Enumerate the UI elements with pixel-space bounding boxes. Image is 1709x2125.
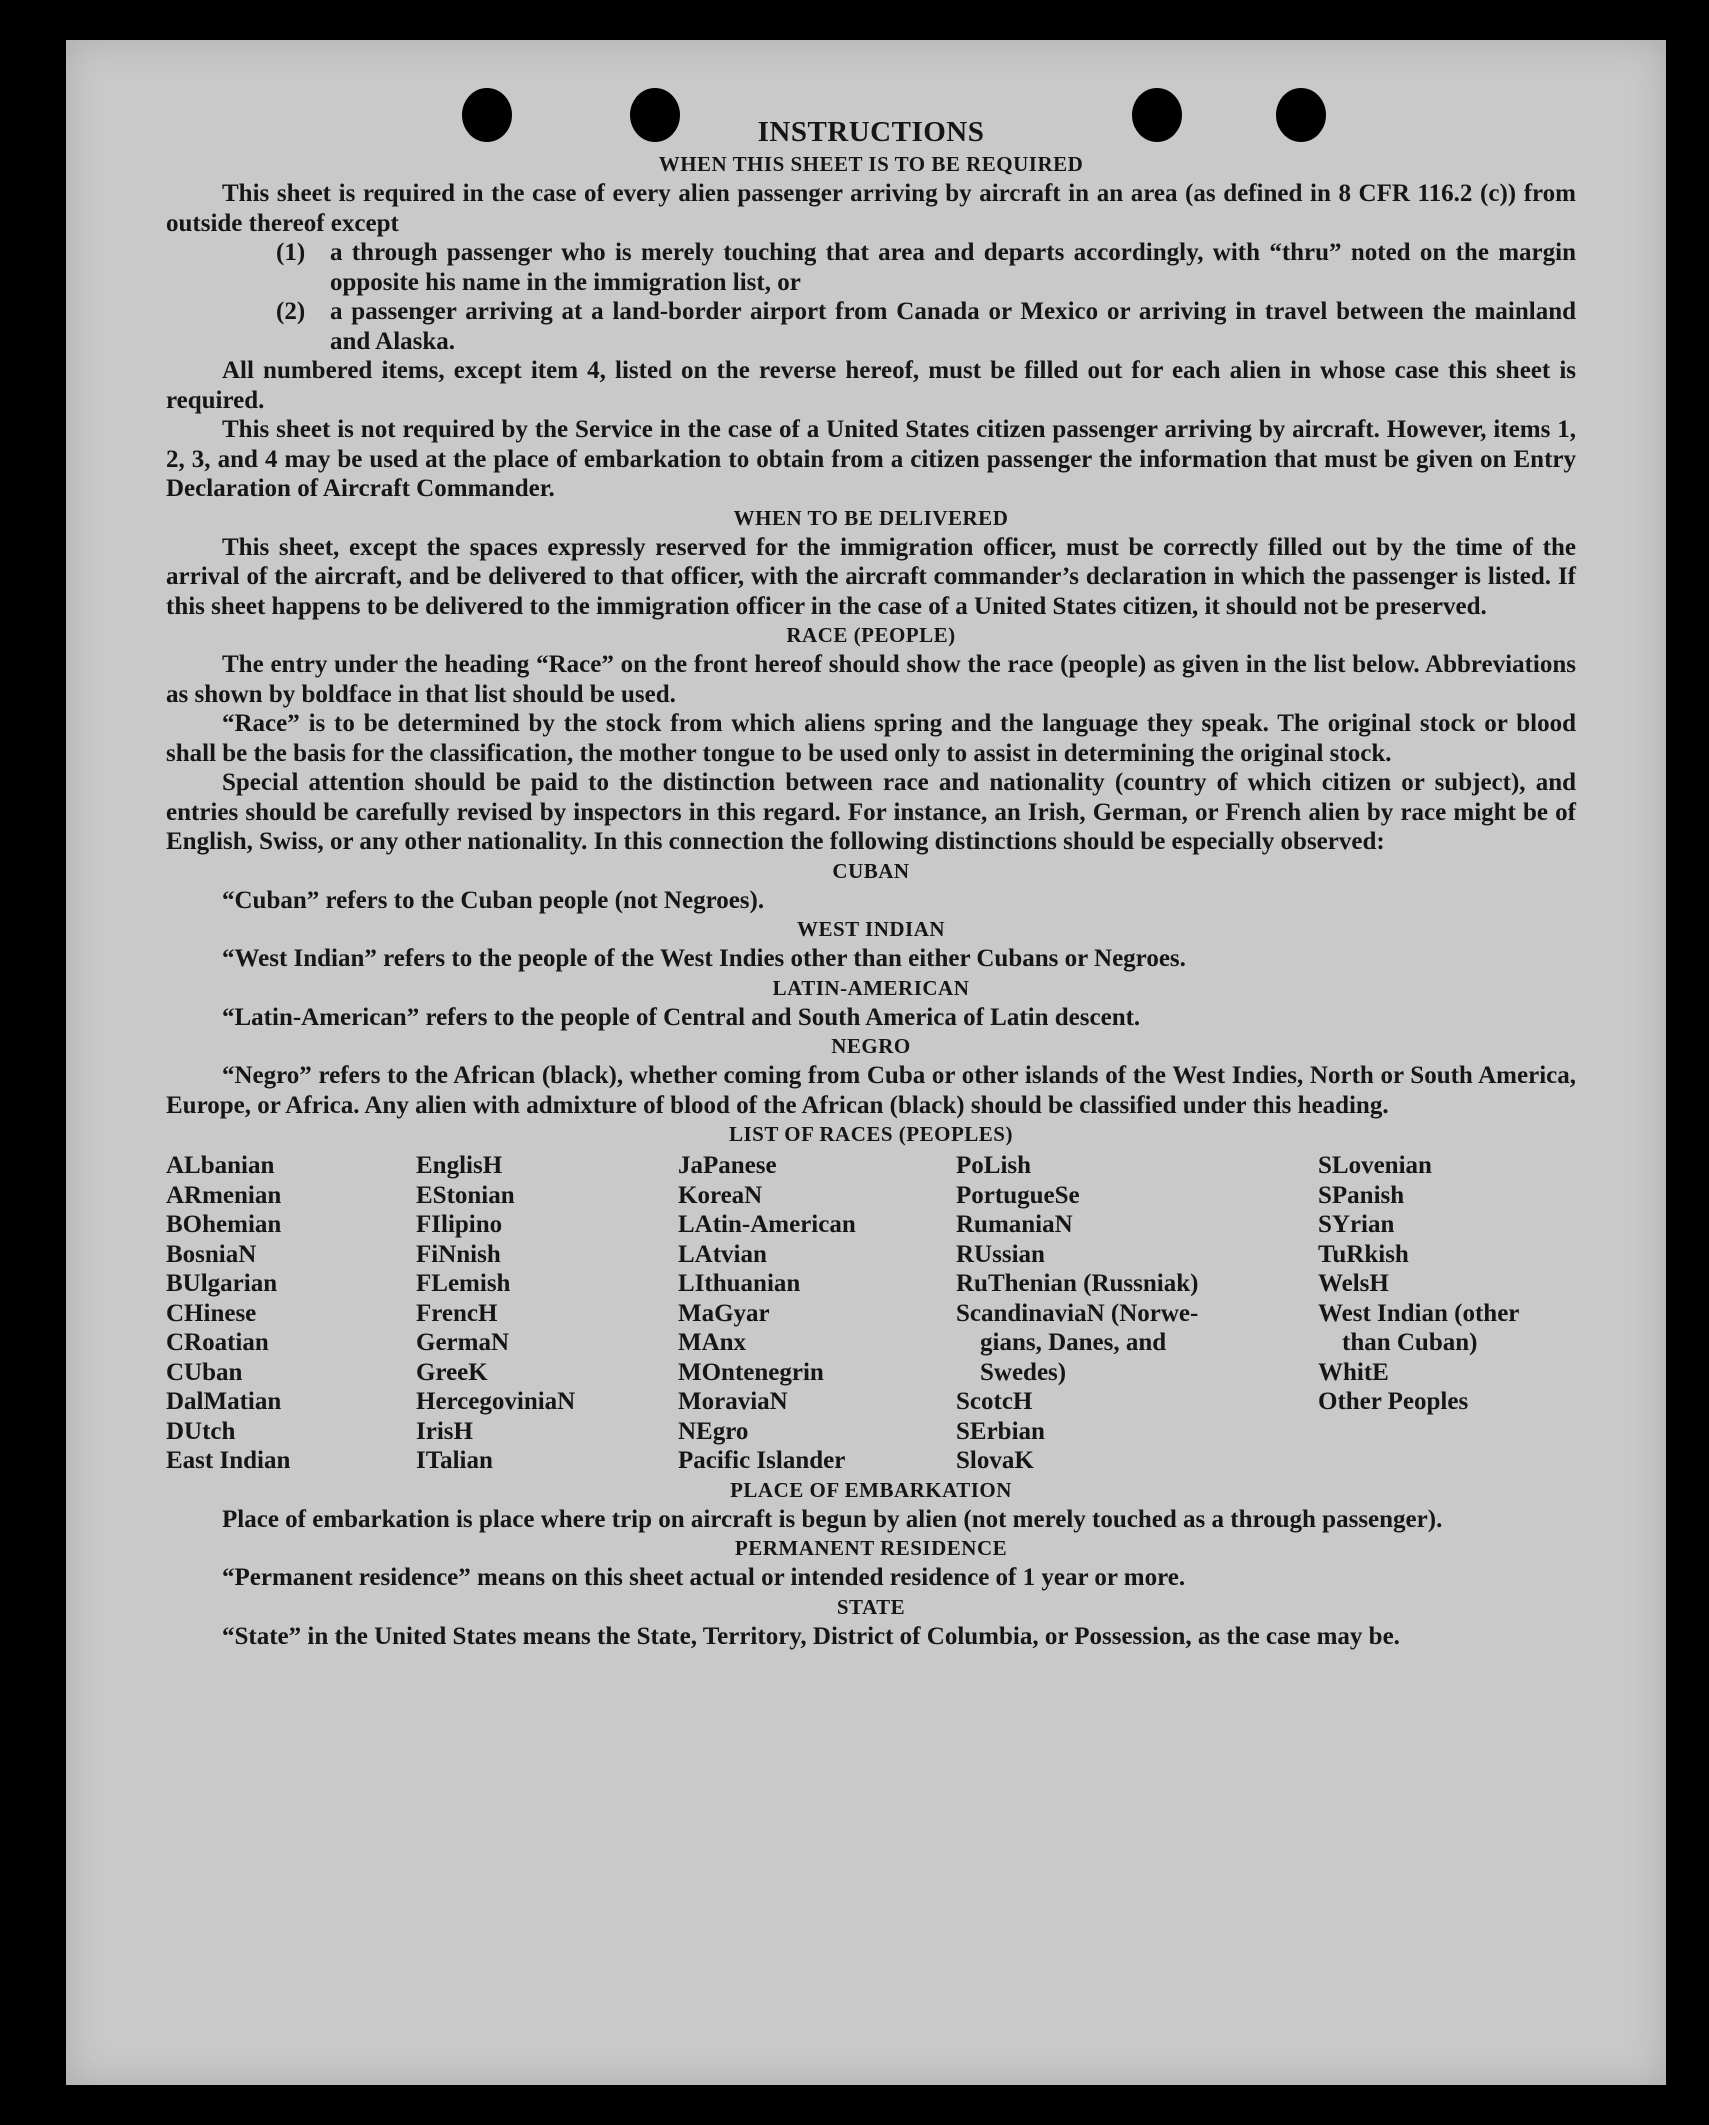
race-entry: PoLish xyxy=(956,1152,1032,1179)
paragraph: This sheet is required in the case of every alien passenger arriving by aircraft in an area (as defined in 8 CFR 116.2 (c)) from outside thereof except xyxy=(166,180,1576,237)
race-entry: FrencH xyxy=(416,1299,498,1327)
race-entry: CRoatian xyxy=(166,1329,269,1356)
race-entry: GreeK xyxy=(416,1358,488,1386)
race-entry: SlovaK xyxy=(956,1447,1034,1474)
list-item xyxy=(166,297,1576,356)
race-entry: Swedes) xyxy=(980,1358,1067,1386)
race-entry: JaPanese xyxy=(678,1152,777,1179)
race-entry: LAtin-American xyxy=(678,1211,856,1238)
race-entry: FIlipino xyxy=(416,1211,503,1238)
race-entry: CHinese xyxy=(166,1299,257,1327)
race-entry: LIthuanian xyxy=(678,1270,801,1297)
race-entry: Other Peoples xyxy=(1318,1388,1469,1415)
race-entry: EStonian xyxy=(416,1181,515,1209)
race-entry: than Cuban) xyxy=(1342,1329,1478,1356)
race-entry: BOhemian xyxy=(166,1211,282,1238)
section-heading-when-required: WHEN THIS SHEET IS TO BE REQUIRED xyxy=(658,152,1084,176)
race-entry: PortugueSe xyxy=(956,1181,1080,1209)
section-heading-when-delivered: WHEN TO BE DELIVERED xyxy=(733,505,1009,530)
race-entry: FiNnish xyxy=(416,1240,501,1268)
paragraph: Special attention should be paid to the distinction between race and nationality (country of which citizen or subject), and entries should be carefully revised by inspectors in this regard. For instance, an Irish, German, or French alien by race might be of English, Swiss, or any other nationality. In this connection the following distinctions should be especially observed: xyxy=(166,769,1576,855)
section-heading-west-indian: WEST INDIAN xyxy=(796,917,946,941)
races-column xyxy=(166,1151,416,1476)
race-entry: BUlgarian xyxy=(166,1270,278,1297)
race-entry: ScotcH xyxy=(956,1388,1033,1415)
race-entry: SYrian xyxy=(1318,1211,1395,1238)
section-heading-cuban: CUBAN xyxy=(832,858,910,883)
races-column xyxy=(1318,1151,1576,1476)
race-entry: DalMatian xyxy=(166,1388,282,1415)
race-entry: WhitE xyxy=(1318,1358,1389,1386)
race-entry: NEgro xyxy=(678,1417,749,1445)
race-entry: KoreaN xyxy=(678,1181,763,1209)
races-table xyxy=(166,1151,1576,1476)
races-column xyxy=(416,1151,678,1476)
paragraph: “West Indian” refers to the people of the West Indies other than either Cubans or Negroes. xyxy=(222,945,1186,972)
paragraph: This sheet, except the spaces expressly reserved for the immigration officer, must be correctly filled out by the time of the arrival of the aircraft, and be delivered to that officer, with the aircraft commander’s declaration in which the passenger is listed. If this sheet happens to be delivered to the immigration officer in the case of a United States citizen, it should not be preserved. xyxy=(166,533,1576,620)
paragraph: “Race” is to be determined by the stock from which aliens spring and the language they speak. The original stock or blood shall be the basis for the classification, the mother tongue to be used only to assist in determining the original stock. xyxy=(166,710,1576,767)
paragraph: This sheet is not required by the Service in the case of a United States citizen passenger arriving by aircraft. However, items 1, 2, 3, and 4 may be used at the place of embarkation to obtain from a citizen passenger the information that must be given on Entry Declaration of Aircraft Commander. xyxy=(166,416,1576,502)
race-entry: DUtch xyxy=(166,1417,236,1445)
race-entry: MoraviaN xyxy=(678,1388,788,1415)
race-entry: gians, Danes, and xyxy=(980,1329,1167,1356)
races-column xyxy=(956,1151,1318,1476)
instructions-body xyxy=(166,114,1576,1651)
race-entry: MAnx xyxy=(678,1329,747,1356)
race-entry: MOntenegrin xyxy=(678,1358,824,1386)
race-entry: East Indian xyxy=(166,1447,291,1474)
race-entry: WelsH xyxy=(1318,1270,1389,1297)
race-entry: TuRkish xyxy=(1318,1240,1409,1268)
item-number: (2) xyxy=(276,298,306,325)
item-text: a through passenger who is merely touching that area and departs accordingly, with “thru” noted on the margin opposite his name in the immigration list, or xyxy=(330,239,1576,296)
race-entry: ITalian xyxy=(416,1447,493,1474)
item-number: (1) xyxy=(276,239,306,266)
paragraph: “Permanent residence” means on this sheet actual or intended residence of 1 year or more. xyxy=(222,1564,1186,1591)
race-entry: SLovenian xyxy=(1318,1152,1432,1179)
races-column xyxy=(678,1151,956,1476)
race-entry: GermaN xyxy=(416,1329,510,1356)
race-entry: SPanish xyxy=(1318,1181,1405,1209)
race-entry: HercegoviniaN xyxy=(416,1388,576,1415)
section-heading-residence: PERMANENT RESIDENCE xyxy=(734,1536,1008,1560)
race-entry: FLemish xyxy=(416,1270,511,1297)
race-entry: BosniaN xyxy=(166,1240,257,1268)
paragraph: Place of embarkation is place where trip on aircraft is begun by alien (not merely touched as a through passenger). xyxy=(222,1505,1443,1533)
race-entry: IrisH xyxy=(416,1417,473,1445)
race-entry: EnglisH xyxy=(416,1152,503,1179)
race-entry: MaGyar xyxy=(678,1299,770,1327)
section-heading-latin-american: LATIN-AMERICAN xyxy=(772,975,970,1000)
item-text: a passenger arriving at a land-border airport from Canada or Mexico or arriving in travel between the mainland and Alaska. xyxy=(330,298,1576,355)
paragraph: “State” in the United States means the State, Territory, District of Columbia, or Possession, as the case may be. xyxy=(222,1622,1400,1650)
race-entry: SErbian xyxy=(956,1417,1045,1445)
paragraph: “Latin-American” refers to the people of Central and South America of Latin descent. xyxy=(222,1003,1141,1031)
paragraph: The entry under the heading “Race” on the front hereof should show the race (people) as given in the list below. Abbreviations as shown by boldface in that list should be used. xyxy=(166,651,1576,708)
race-entry: RumaniaN xyxy=(956,1211,1073,1238)
list-item xyxy=(166,238,1576,297)
race-entry: RuThenian (Russniak) xyxy=(956,1270,1199,1297)
section-heading-negro: NEGRO xyxy=(831,1034,911,1058)
page-title: INSTRUCTIONS xyxy=(757,116,985,148)
paragraph: “Cuban” refers to the Cuban people (not Negroes). xyxy=(222,886,765,914)
section-heading-state: STATE xyxy=(836,1594,906,1619)
section-heading-list-of-races: LIST OF RACES (PEOPLES) xyxy=(729,1122,1013,1146)
race-entry: CUban xyxy=(166,1358,243,1386)
race-entry: Pacific Islander xyxy=(678,1447,846,1474)
race-entry: ALbanian xyxy=(166,1152,275,1179)
document-sheet xyxy=(66,40,1666,2085)
race-entry: West Indian (other xyxy=(1318,1299,1520,1327)
race-entry: RUssian xyxy=(956,1240,1045,1268)
section-heading-race: RACE (PEOPLE) xyxy=(786,623,956,647)
paragraph: All numbered items, except item 4, listed on the reverse hereof, must be filled out for each alien in whose case this sheet is required. xyxy=(166,357,1576,414)
race-entry: ARmenian xyxy=(166,1181,282,1209)
race-entry: ScandinaviaN (Norwe- xyxy=(956,1299,1199,1327)
race-entry: LAtvian xyxy=(678,1240,767,1268)
section-heading-embarkation: PLACE OF EMBARKATION xyxy=(730,1477,1012,1502)
paragraph: “Negro” refers to the African (black), whether coming from Cuba or other islands of the West Indies, North or South America, Europe, or Africa. Any alien with admixture of blood of the African (black) should be classified under this heading. xyxy=(166,1062,1576,1119)
